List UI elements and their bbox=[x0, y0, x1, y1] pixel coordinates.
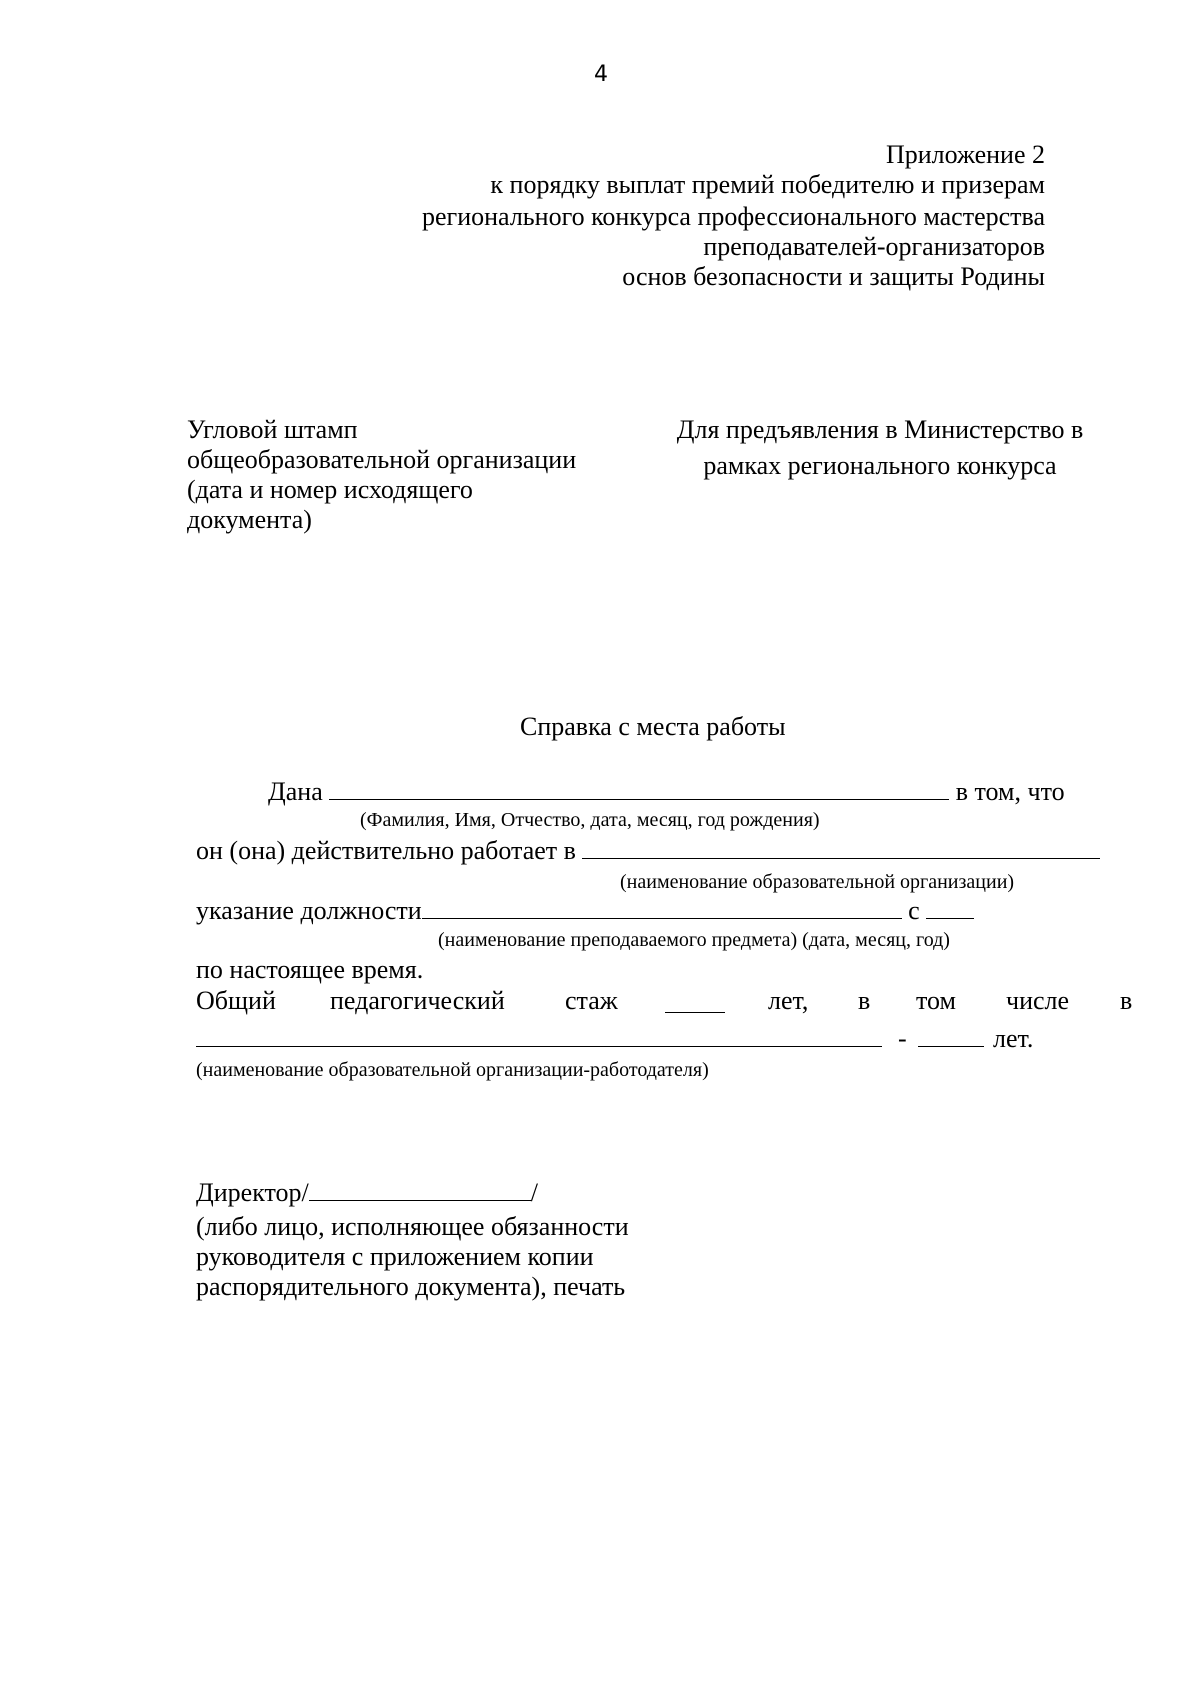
line-works-at bbox=[196, 836, 1100, 866]
hint-employer: (наименование образовательной организации-работодателя) bbox=[196, 1059, 709, 1081]
employer-years-blank bbox=[918, 1024, 984, 1047]
appendix-title: Приложение 2 bbox=[885, 140, 1045, 169]
word-in-end: в bbox=[1120, 986, 1133, 1015]
director-signature-blank bbox=[309, 1178, 531, 1201]
appendix-line: регионального конкурса профессионального мастерства bbox=[422, 202, 1045, 231]
stamp-line: (дата и номер исходящего bbox=[187, 475, 473, 504]
experience-years-blank bbox=[665, 990, 725, 1013]
start-date-blank bbox=[926, 896, 974, 919]
issued-label: Дана bbox=[268, 777, 323, 806]
word-experience: стаж bbox=[565, 986, 618, 1015]
stamp-line: общеобразовательной организации bbox=[187, 445, 577, 474]
word-years: лет, bbox=[768, 986, 809, 1015]
hint-organization: (наименование образовательной организации) bbox=[620, 871, 1015, 893]
director-line bbox=[196, 1178, 538, 1208]
word-in: в bbox=[858, 986, 871, 1015]
document-title: Справка с места работы bbox=[520, 712, 786, 741]
hint-subject-date: (наименование преподаваемого предмета) (дата, месяц, год) bbox=[438, 929, 950, 951]
director-label: Директор/ bbox=[196, 1178, 309, 1207]
dash: - bbox=[898, 1024, 907, 1053]
stamp-line: Угловой штамп bbox=[187, 415, 358, 444]
recipient-block bbox=[660, 415, 1100, 481]
word-including: числе bbox=[1006, 986, 1070, 1015]
fio-blank bbox=[329, 777, 949, 800]
employer-blank bbox=[196, 1024, 882, 1047]
page-number: 4 bbox=[594, 62, 608, 87]
appendix-line: основ безопасности и защиты Родины bbox=[622, 262, 1045, 291]
appendix-header bbox=[345, 140, 1045, 292]
since-label: с bbox=[908, 896, 920, 925]
line-issued-to bbox=[268, 777, 1065, 807]
corner-stamp-block bbox=[187, 415, 576, 535]
recipient-line: рамках регионального конкурса bbox=[703, 451, 1057, 480]
word-total: Общий bbox=[196, 986, 276, 1015]
line-present: по настоящее время. bbox=[196, 955, 424, 984]
years-label: лет. bbox=[993, 1024, 1034, 1053]
stamp-line: документа) bbox=[187, 505, 312, 534]
signature-note-line: (либо лицо, исполняющее обязанности bbox=[196, 1212, 629, 1241]
works-at-label: он (она) действительно работает в bbox=[196, 836, 576, 865]
position-label: указание должности bbox=[196, 896, 422, 925]
director-slash: / bbox=[530, 1178, 538, 1207]
word-pedagogical: педагогический bbox=[330, 986, 505, 1015]
appendix-line: преподавателей-организаторов bbox=[703, 232, 1045, 261]
issued-suffix: в том, что bbox=[955, 777, 1065, 806]
line-position bbox=[196, 896, 974, 926]
position-blank bbox=[422, 896, 902, 919]
recipient-line: Для предъявления в Министерство в bbox=[676, 415, 1084, 444]
signature-note bbox=[196, 1212, 629, 1302]
hint-fio: (Фамилия, Имя, Отчество, дата, месяц, год рождения) bbox=[360, 809, 820, 831]
word-that: том bbox=[916, 986, 956, 1015]
organization-blank bbox=[582, 836, 1100, 859]
signature-note-line: руководителя с приложением копии bbox=[196, 1242, 594, 1271]
appendix-line: к порядку выплат премий победителю и призерам bbox=[490, 170, 1045, 199]
signature-note-line: распорядительного документа), печать bbox=[196, 1272, 626, 1301]
